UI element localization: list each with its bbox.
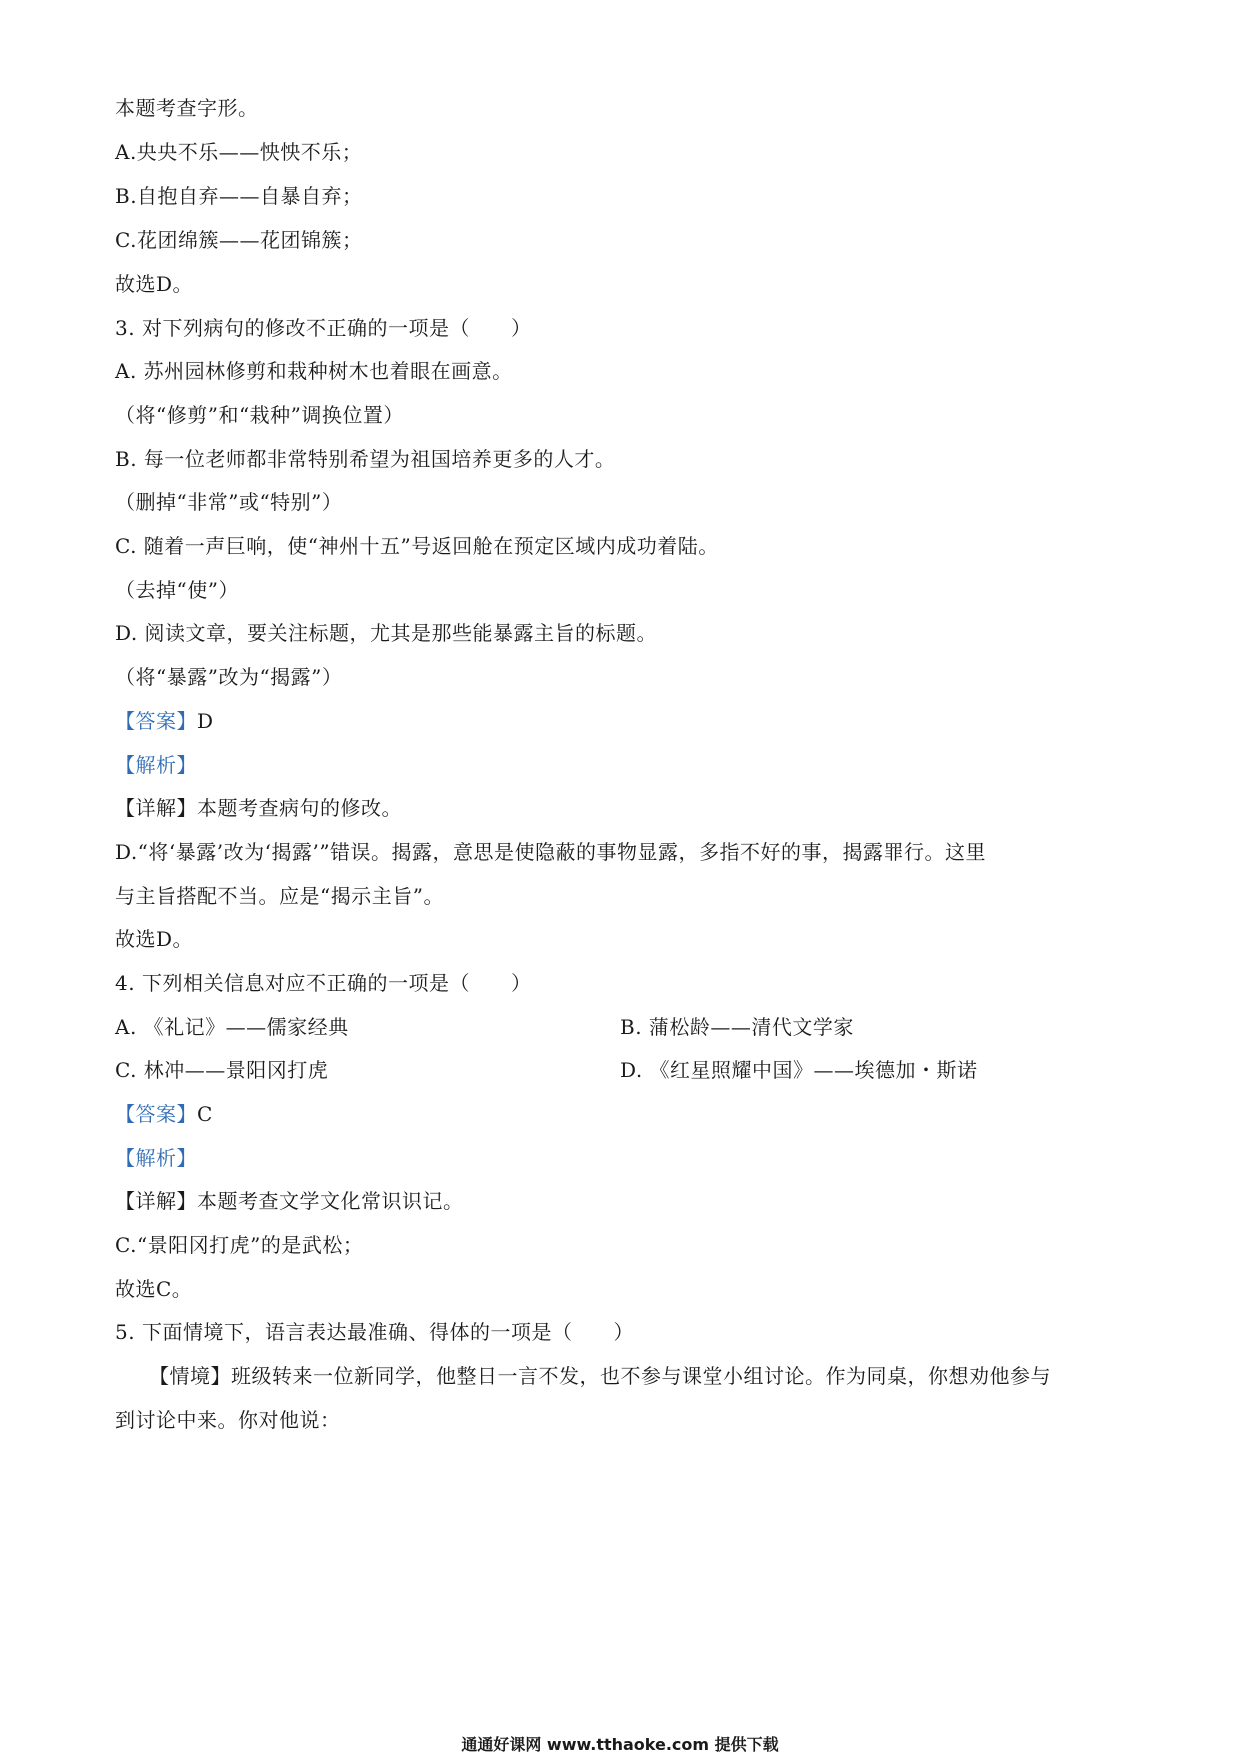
analysis-tag-3: 【解析】 [115, 753, 197, 777]
text-line: C.花团绵簇——花团锦簇； [115, 228, 363, 252]
text-line: B.自抱自弃——自暴自弃； [115, 184, 363, 208]
option-3b: B. 每一位老师都非常特别希望为祖国培养更多的人才。 [115, 447, 616, 471]
footer-watermark: 通通好课网 www.tthaoke.com 提供下载 [461, 1735, 779, 1754]
explanation-3-line-2: 与主旨搭配不当。应是“揭示主旨”。 [115, 884, 444, 908]
option-3d-note: （将“暴露”改为“揭露”） [115, 665, 343, 689]
question-4-stem: 4. 下列相关信息对应不正确的一项是（ ） [115, 971, 532, 995]
answer-4 [115, 1100, 213, 1128]
analysis-tag-4: 【解析】 [115, 1146, 197, 1170]
option-4d: D. 《红星照耀中国》——埃德加・斯诺 [620, 1058, 978, 1082]
answer-tag: 【答案】 [115, 709, 197, 733]
scenario-line-2: 到讨论中来。你对他说： [115, 1408, 341, 1432]
option-4c: C. 林冲——景阳冈打虎 [115, 1058, 329, 1082]
option-3c: C. 随着一声巨响，使“神州十五”号返回舱在预定区域内成功着陆。 [115, 534, 719, 558]
detail-3: 【详解】本题考查病句的修改。 [115, 796, 402, 820]
option-3c-note: （去掉“使”） [115, 578, 239, 602]
choice-4: 故选C。 [115, 1277, 193, 1301]
answer-value: D [197, 709, 214, 733]
answer-tag: 【答案】 [115, 1102, 197, 1126]
answer-value: C [197, 1102, 213, 1126]
text-line: A.央央不乐——怏怏不乐； [115, 140, 363, 164]
option-4a: A. 《礼记》——儒家经典 [115, 1015, 349, 1039]
question-3-stem: 3. 对下列病句的修改不正确的一项是（ ） [115, 316, 532, 340]
detail-4: 【详解】本题考查文学文化常识识记。 [115, 1189, 464, 1213]
option-3d: D. 阅读文章，要关注标题，尤其是那些能暴露主旨的标题。 [115, 621, 658, 645]
explanation-3-line-1: D.“将‘暴露’改为‘揭露’”错误。揭露，意思是使隐蔽的事物显露，多指不好的事，揭露罪行。这里 [115, 840, 987, 864]
scenario-line-1: 【情境】班级转来一位新同学，他整日一言不发，也不参与课堂小组讨论。作为同桌，你想劝他参与 [149, 1364, 1051, 1388]
choice-3: 故选D。 [115, 927, 194, 951]
option-3b-note: （删掉“非常”或“特别”） [115, 490, 343, 514]
answer-3 [115, 707, 214, 735]
text-line: 本题考查字形。 [115, 96, 259, 120]
question-5-stem: 5. 下面情境下，语言表达最准确、得体的一项是（ ） [115, 1320, 634, 1344]
explanation-4: C.“景阳冈打虎”的是武松； [115, 1233, 364, 1257]
option-3a-note: （将“修剪”和“栽种”调换位置） [115, 403, 404, 427]
text-line: 故选D。 [115, 272, 194, 296]
option-4b: B. 蒲松龄——清代文学家 [620, 1015, 854, 1039]
option-3a: A. 苏州园林修剪和栽种树木也着眼在画意。 [115, 359, 513, 383]
